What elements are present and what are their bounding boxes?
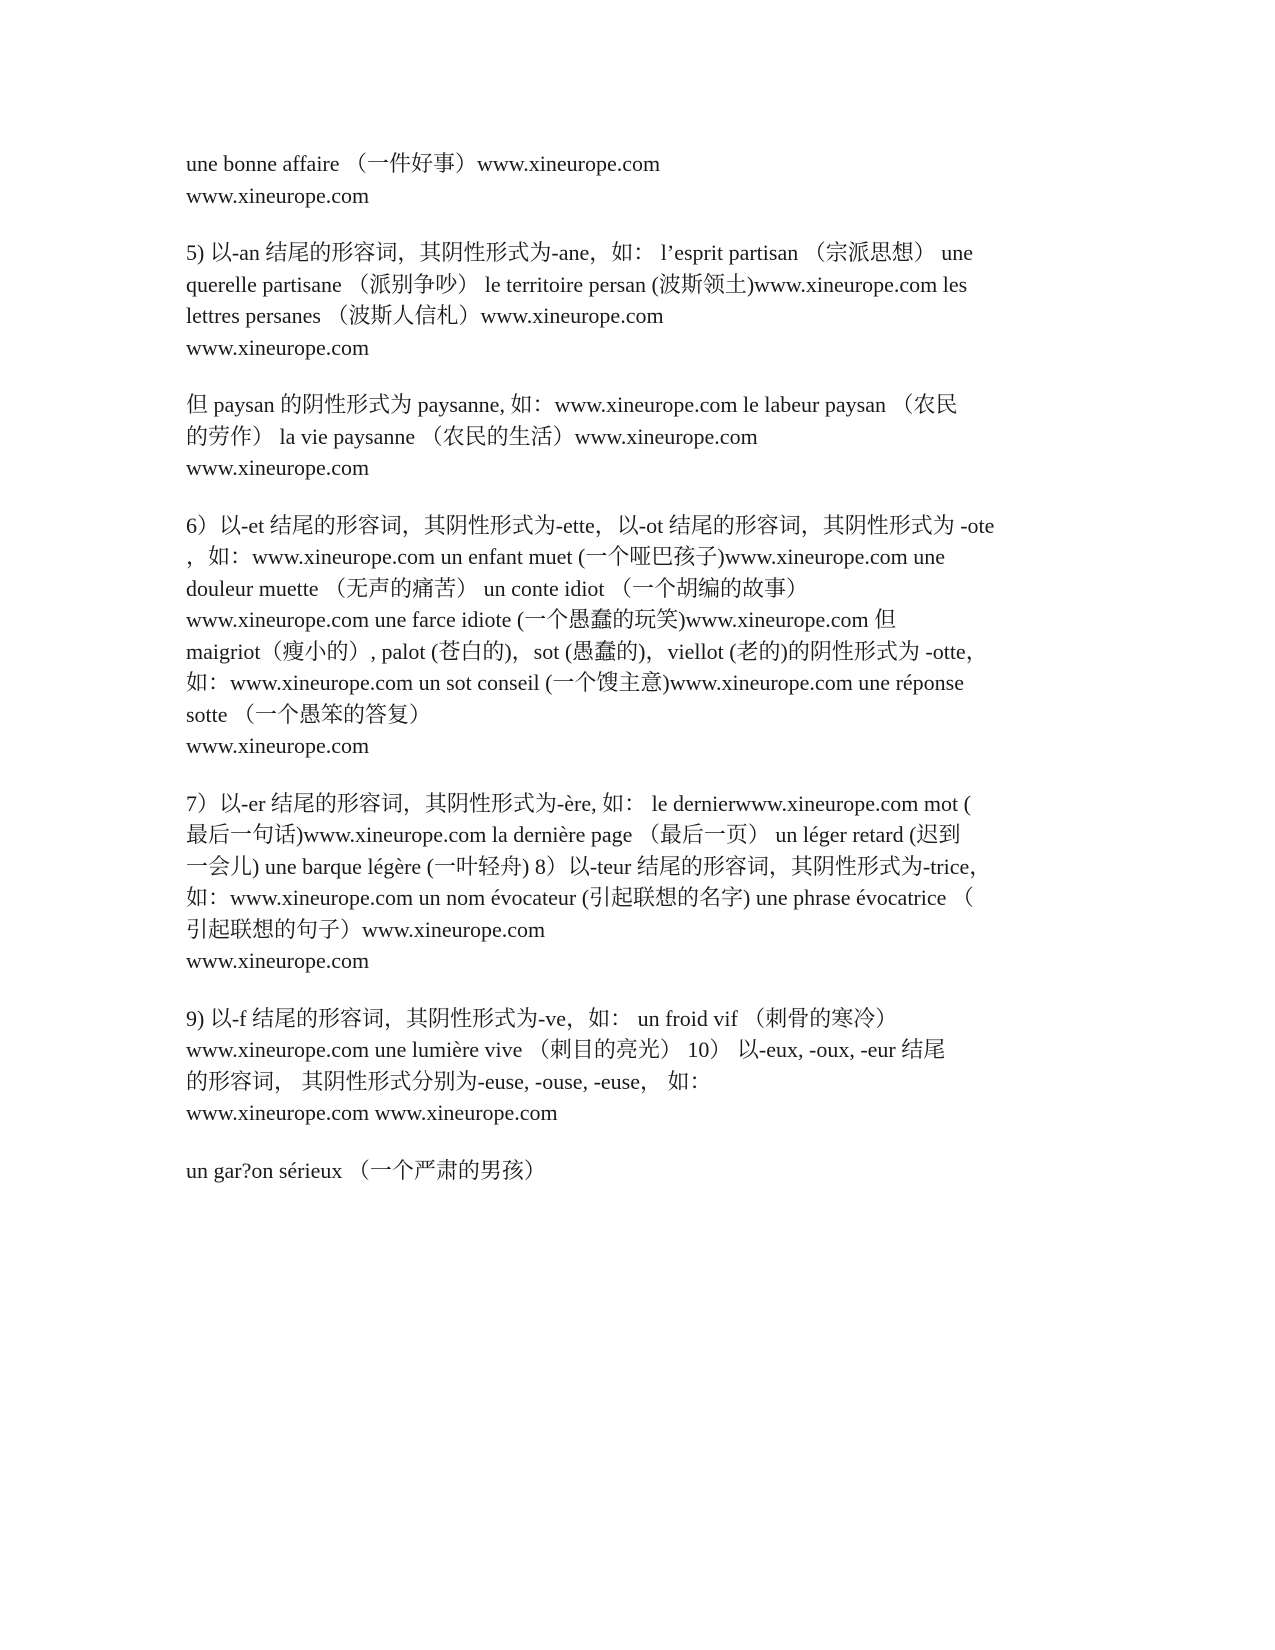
text-line: 9) 以-f 结尾的形容词，其阴性形式为-ve，如： un froid vif （刺骨的寒冷）: [186, 1005, 898, 1031]
text-line: un gar?on sérieux （一个严肃的男孩）: [186, 1157, 546, 1183]
text-line: www.xineurope.com: [186, 182, 370, 208]
text-line: 一会儿) une barque légère (一叶轻舟) 8）以-teur 结尾的形容词，其阴性形式为-trice，: [186, 853, 992, 879]
text-line: querelle partisane （派别争吵） le territoire persan (波斯领土)www.xineurope.com les: [186, 271, 968, 297]
text-line: 的形容词， 其阴性形式分别为-euse, -ouse, -euse， 如：: [186, 1068, 712, 1094]
text-line: www.xineurope.com: [186, 455, 370, 480]
text-line: douleur muette （无声的痛苦） un conte idiot （一个胡编的故事）: [186, 575, 809, 601]
text-line: une bonne affaire （一件好事）www.xineurope.com: [186, 151, 661, 176]
text-line: 的劳作） la vie paysanne （农民的生活）www.xineurope.com: [186, 423, 758, 449]
text-line: www.xineurope.com: [186, 948, 370, 973]
paragraph-serieux: [186, 1155, 1106, 1187]
text-line: ，如：www.xineurope.com un enfant muet (一个哑巴孩子)www.xineurope.com une: [186, 544, 946, 569]
text-line: 但 paysan 的阴性形式为 paysanne, 如：www.xineurope.com le labeur paysan （农民: [186, 392, 958, 417]
text-line: www.xineurope.com: [186, 733, 370, 758]
text-line: www.xineurope.com: [186, 334, 370, 360]
text-line: lettres persanes （波斯人信札）www.xineurope.com: [186, 303, 664, 328]
text-line: www.xineurope.com une lumière vive （刺目的亮光） 10） 以-eux, -oux, -eur 结尾: [186, 1037, 946, 1062]
paragraph-rule-9-10: [186, 1003, 1106, 1129]
document-body: [186, 148, 1106, 1186]
paragraph-rule-5: [186, 237, 1106, 363]
paragraph-rule-7-8: [186, 788, 1106, 977]
text-line: www.xineurope.com www.xineurope.com: [186, 1100, 558, 1125]
text-line: 7）以-er 结尾的形容词，其阴性形式为-ère, 如： le dernierwww.xineurope.com mot (: [186, 790, 971, 816]
text-line: maigriot（瘦小的）, palot (苍白的)，sot (愚蠢的)，viellot (老的)的阴性形式为 -otte，: [186, 638, 988, 664]
text-line: 5) 以-an 结尾的形容词，其阴性形式为-ane，如： l’esprit partisan （宗派思想） une: [186, 240, 973, 265]
text-line: www.xineurope.com une farce idiote (一个愚蠢的玩笑)www.xineurope.com 但: [186, 607, 897, 632]
text-line: 如：www.xineurope.com un sot conseil (一个馊主意)www.xineurope.com une réponse: [186, 670, 964, 695]
paragraph-rule-6: [186, 510, 1106, 762]
text-line: 引起联想的句子）www.xineurope.com: [186, 916, 546, 942]
paragraph-paysan: [186, 389, 1106, 484]
text-line: 如：www.xineurope.com un nom évocateur (引起联想的名字) une phrase évocatrice （: [186, 885, 974, 910]
text-line: sotte （一个愚笨的答复）: [186, 701, 432, 727]
paragraph-bonne-affaire: [186, 148, 1106, 211]
text-line: 最后一句话)www.xineurope.com la dernière page （最后一页） un léger retard (迟到: [186, 822, 961, 847]
text-line: 6）以-et 结尾的形容词，其阴性形式为-ette，以-ot 结尾的形容词，其阴性形式为 -ote: [186, 512, 995, 538]
